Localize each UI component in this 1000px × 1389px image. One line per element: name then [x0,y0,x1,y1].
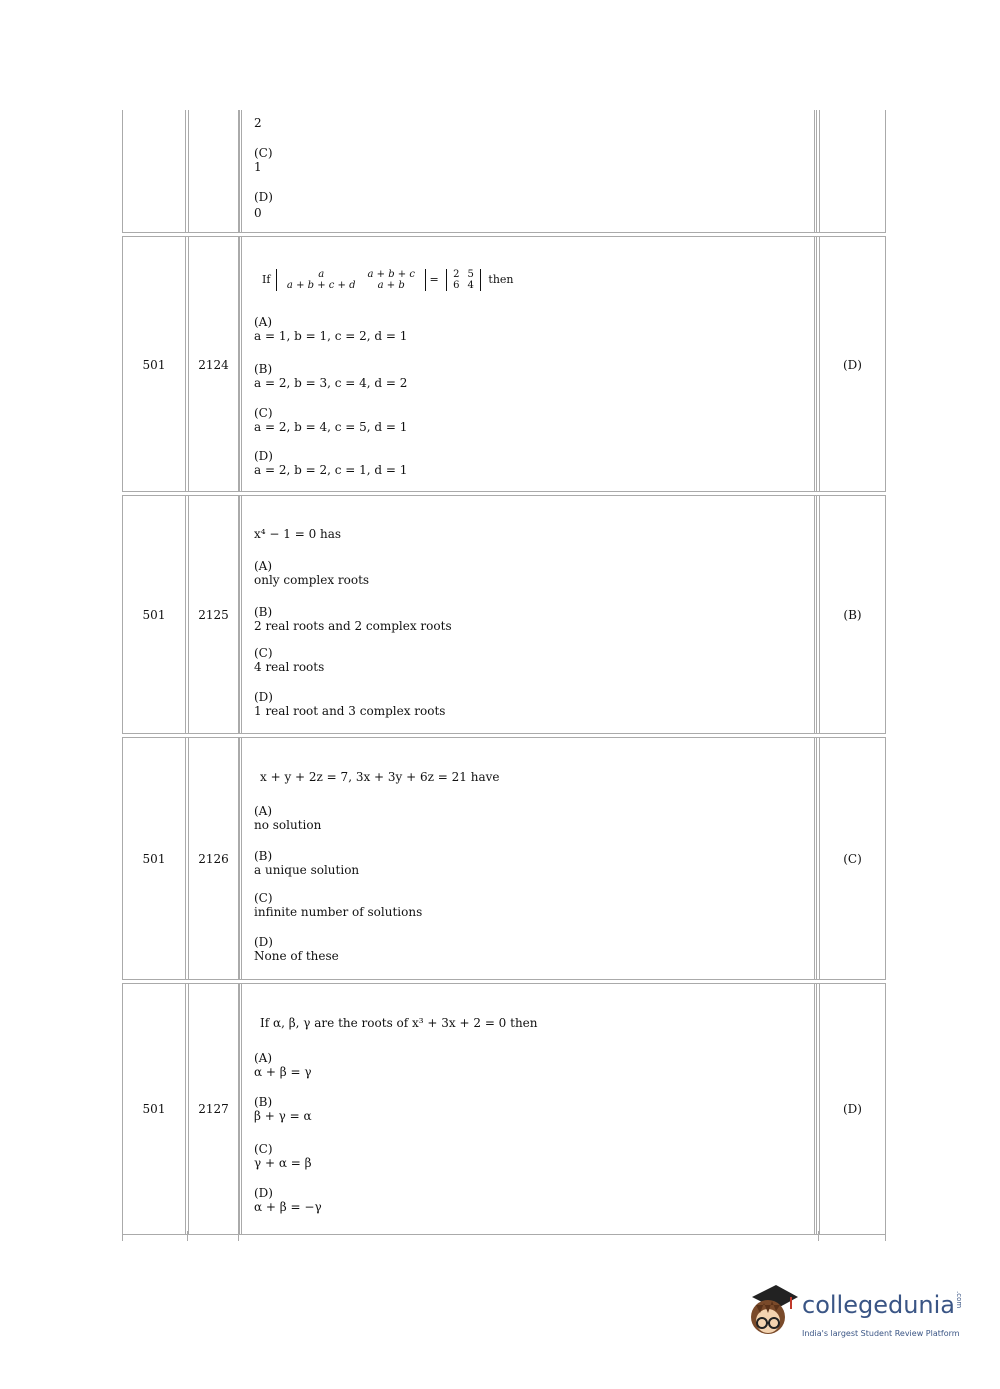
option-text: only complex roots [254,573,370,587]
option-text: a = 1, b = 1, c = 2, d = 1 [254,329,408,343]
question-cell [239,496,817,733]
option-text: γ + α = β [254,1156,312,1170]
question-tail: then [488,273,514,286]
col-code-cell [122,496,186,733]
mascot-icon [742,1283,800,1343]
answer-cell [819,110,886,232]
question-text: If α, β, γ are the roots of x³ + 3x + 2 = 0 then [260,1016,538,1030]
option-label: (D) [254,1186,273,1200]
option-label: (D) [254,690,273,704]
option-a [254,1051,312,1079]
option-label: (A) [254,315,273,329]
collegedunia-logo [742,1283,972,1353]
subject-code: 501 [142,852,166,866]
option-text: 2 [254,116,262,130]
answer-key: (B) [843,608,862,622]
answer-cell [819,984,886,1234]
brand-name: collegedunia.com [802,1291,964,1319]
option-b [254,1095,312,1123]
matrix-entry: a + b + c [367,269,415,280]
col-code-cell [122,110,186,232]
answer-key: (D) [843,358,862,372]
table-row [122,737,886,980]
matrix-entry: 5 [467,269,474,280]
option-label: (D) [254,449,273,463]
question-number: 2126 [198,852,229,866]
answer-key: (D) [843,1102,862,1116]
option-label: (A) [254,559,273,573]
option-label: (D) [254,935,273,949]
option-c [254,646,324,674]
question-table [122,110,886,1238]
option-d [254,449,407,477]
option-label: (C) [254,891,273,905]
answer-cell [819,738,886,979]
answer-cell [819,237,886,491]
question-text [262,269,514,291]
question-cell [239,110,817,232]
question-cell [239,738,817,979]
row-stub [122,1231,123,1241]
question-number: 2127 [198,1102,229,1116]
question-cell [239,984,817,1234]
option-text: None of these [254,949,339,963]
option-label: (B) [254,362,273,376]
option-c [254,406,407,434]
row-stub [885,1231,886,1241]
option-text: 1 [254,160,262,174]
table-row [122,983,886,1235]
question-lead: If [262,273,271,286]
matrix-entry: a + b + c + d [286,280,356,291]
option-label: (C) [254,1142,273,1156]
option-text: β + γ = α [254,1109,312,1123]
answer-cell [819,496,886,733]
subject-code: 501 [142,608,166,622]
option-label: (B) [254,1095,273,1109]
col-qno-cell [188,984,239,1234]
row-stub [187,1231,188,1241]
option-text: a unique solution [254,863,360,877]
option-text: α + β = γ [254,1065,312,1079]
matrix-right [446,269,481,291]
table-row [122,495,886,734]
option-a [254,804,321,832]
question-number: 2124 [198,358,229,372]
matrix-entry: 6 [453,280,460,291]
option-label: (C) [254,406,273,420]
option-text: 4 real roots [254,660,325,674]
col-code-cell [122,237,186,491]
option-d [254,1186,322,1214]
col-qno-cell [188,496,239,733]
col-code-cell [122,738,186,979]
matrix-entry: 4 [467,280,474,291]
answer-key: (C) [843,852,862,866]
option-a [254,559,369,587]
option-d [254,935,339,963]
option-text: infinite number of solutions [254,905,423,919]
matrix-entry: 2 [453,269,460,280]
col-code-cell [122,984,186,1234]
table-row [122,110,886,233]
option-label: (A) [254,1051,273,1065]
option-b [254,362,407,390]
option-label: (A) [254,804,273,818]
equals-sign: = [429,273,439,286]
option-b [254,849,359,877]
matrix-left [276,269,426,291]
option-label: (B) [254,849,273,863]
brand-tagline: India's largest Student Review Platform [802,1329,960,1338]
subject-code: 501 [142,1102,166,1116]
option-a [254,315,407,343]
option-label: (B) [254,605,273,619]
option-c [254,1142,312,1170]
matrix-entry: a [318,269,325,280]
col-qno-cell [188,237,239,491]
question-text: x + y + 2z = 7, 3x + 3y + 6z = 21 have [260,770,500,784]
option-text: no solution [254,818,322,832]
option-text: a = 2, b = 2, c = 1, d = 1 [254,463,408,477]
matrix-entry: a + b [377,280,405,291]
option-c [254,891,422,919]
option-d [254,690,445,718]
subject-code: 501 [142,358,166,372]
option-text: 2 real roots and 2 complex roots [254,619,452,633]
col-qno-cell [188,738,239,979]
question-cell [239,237,817,491]
option-text: a = 2, b = 4, c = 5, d = 1 [254,420,408,434]
row-stub [818,1231,819,1241]
col-qno-cell [188,110,239,232]
option-text: 0 [254,206,262,220]
option-label: (C) [254,646,273,660]
question-number: 2125 [198,608,229,622]
option-text: α + β = −γ [254,1200,322,1214]
option-text: a = 2, b = 3, c = 4, d = 2 [254,376,408,390]
option-label: (C) [254,146,273,160]
option-label: (D) [254,190,273,204]
table-row [122,236,886,492]
question-text: x⁴ − 1 = 0 has [254,527,342,541]
option-text: 1 real root and 3 complex roots [254,704,446,718]
option-b [254,605,452,633]
row-stub [238,1231,239,1241]
